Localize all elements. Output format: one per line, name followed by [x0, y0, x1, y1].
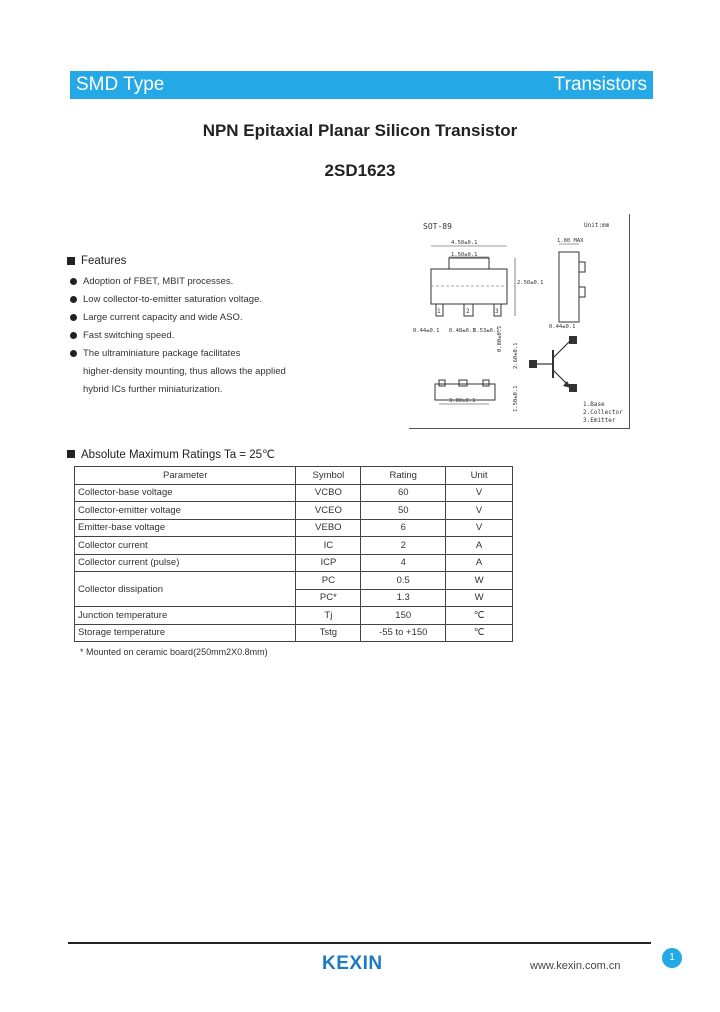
symbol-cell: VCEO — [296, 502, 361, 520]
header-left: SMD Type — [76, 74, 165, 95]
part-number: 2SD1623 — [324, 161, 396, 180]
dim-label: 0.80±0.1 — [497, 325, 503, 352]
ratings-heading — [67, 447, 275, 461]
rating-cell: 6 — [361, 519, 446, 537]
rating-cell: 1.3 — [361, 589, 446, 607]
rating-cell: 2 — [361, 537, 446, 555]
page-title: NPN Epitaxial Planar Silicon Transistor — [202, 121, 518, 140]
table-header-row — [75, 467, 513, 485]
param-cell: Collector current (pulse) — [75, 554, 296, 572]
bullet-dot-icon — [70, 350, 77, 357]
list-item-continued — [70, 366, 286, 384]
unit-cell: W — [446, 572, 513, 590]
side-view-lead — [579, 262, 585, 272]
table-row — [75, 607, 513, 625]
dim-label: 3.00±0.1 — [449, 398, 476, 404]
list-item — [70, 330, 286, 348]
param-cell: Collector current — [75, 537, 296, 555]
rating-cell: 0.5 — [361, 572, 446, 590]
symbol-cell: IC — [296, 537, 361, 555]
dim-label: 1.50±0.1 — [513, 385, 519, 412]
symbol-cell: VEBO — [296, 519, 361, 537]
features-list — [70, 276, 286, 402]
terminal-pad — [569, 384, 577, 392]
list-item — [70, 312, 286, 330]
table-row — [75, 554, 513, 572]
feature-text: Fast switching speed. — [83, 330, 175, 341]
bullet-dot-icon — [70, 332, 77, 339]
ratings-heading-label: Absolute Maximum Ratings Ta = 25℃ — [81, 449, 275, 461]
dim-label: 0.53±0.1 — [473, 328, 500, 334]
symbol-collector — [553, 340, 571, 358]
table-row — [75, 519, 513, 537]
symbol-cell: ICP — [296, 554, 361, 572]
package-unit: Unit:mm — [584, 222, 610, 229]
terminal-pad — [569, 336, 577, 344]
dim-label: 0.44±0.1 — [549, 324, 576, 330]
pin-legend: 2.Collector — [583, 409, 623, 416]
dim-label: 1.80 MAX — [557, 238, 584, 244]
symbol-cell: PC — [296, 572, 361, 590]
pin-label: 1 — [437, 308, 441, 315]
feature-text: hybrid ICs further miniaturization. — [83, 384, 223, 395]
header-right: Transistors — [553, 74, 647, 95]
column-header: Rating — [361, 467, 446, 485]
symbol-cell: PC* — [296, 589, 361, 607]
pin-legend: 1.Base — [583, 401, 605, 408]
rating-cell: 150 — [361, 607, 446, 625]
symbol-cell: Tstg — [296, 624, 361, 642]
feature-text: Low collector-to-emitter saturation voltage. — [83, 294, 262, 305]
package-name: SOT-89 — [423, 222, 452, 231]
ratings-table — [74, 466, 513, 642]
table-row — [75, 624, 513, 642]
list-item — [70, 348, 286, 366]
column-header: Symbol — [296, 467, 361, 485]
dim-label: 0.48±0.1 — [449, 328, 476, 334]
unit-cell: V — [446, 519, 513, 537]
unit-cell: W — [446, 589, 513, 607]
param-cell: Junction temperature — [75, 607, 296, 625]
header-banner — [70, 71, 653, 99]
package-drawing — [409, 214, 630, 429]
param-cell: Storage temperature — [75, 624, 296, 642]
unit-cell: A — [446, 537, 513, 555]
symbol-cell: Tj — [296, 607, 361, 625]
features-heading-label: Features — [81, 255, 127, 267]
list-item — [70, 294, 286, 312]
rating-cell: -55 to +150 — [361, 624, 446, 642]
page-number-badge: 1 — [662, 948, 682, 968]
bullet-dot-icon — [70, 296, 77, 303]
pin-label: 3 — [495, 308, 499, 315]
column-header: Unit — [446, 467, 513, 485]
collector-tab — [449, 258, 489, 269]
bottom-pad — [459, 380, 467, 386]
side-view-body — [559, 252, 579, 322]
table-row — [75, 537, 513, 555]
table-row — [75, 572, 513, 590]
side-view-lead — [579, 287, 585, 297]
bullet-square-icon — [67, 257, 75, 265]
unit-cell: A — [446, 554, 513, 572]
dim-label: 0.44±0.1 — [413, 328, 440, 334]
dim-label: 1.50±0.1 — [451, 252, 478, 258]
bullet-square-icon — [67, 450, 75, 458]
dim-label: 2.60±0.1 — [513, 342, 519, 369]
symbol-cell: VCBO — [296, 484, 361, 502]
table-row — [75, 484, 513, 502]
unit-cell: ℃ — [446, 624, 513, 642]
param-cell: Emitter-base voltage — [75, 519, 296, 537]
dim-label: 2.50±0.1 — [517, 280, 544, 286]
bullet-dot-icon — [70, 314, 77, 321]
bottom-pad — [483, 380, 489, 386]
pin-legend: 3.Emitter — [583, 417, 616, 424]
table-row — [75, 502, 513, 520]
param-cell: Collector-emitter voltage — [75, 502, 296, 520]
features-heading — [67, 255, 126, 267]
param-cell: Collector-base voltage — [75, 484, 296, 502]
feature-text: The ultraminiature package facilitates — [83, 348, 241, 359]
feature-text: higher-density mounting, thus allows the applied — [83, 366, 286, 377]
brand-logo: KEXIN — [322, 953, 383, 974]
dim-label: 4.50±0.1 — [451, 240, 478, 246]
list-item — [70, 276, 286, 294]
feature-text: Large current capacity and wide ASO. — [83, 312, 243, 323]
list-item-continued — [70, 384, 286, 402]
package-body — [431, 269, 507, 304]
param-cell: Collector dissipation — [75, 572, 296, 607]
feature-text: Adoption of FBET, MBIT processes. — [83, 276, 234, 287]
rating-cell: 4 — [361, 554, 446, 572]
bottom-pad — [439, 380, 445, 386]
bullet-dot-icon — [70, 278, 77, 285]
unit-cell: V — [446, 502, 513, 520]
table-footnote: * Mounted on ceramic board(250mm2X0.8mm) — [80, 647, 268, 657]
unit-cell: V — [446, 484, 513, 502]
column-header: Parameter — [75, 467, 296, 485]
package-outline-svg — [409, 214, 629, 428]
unit-cell: ℃ — [446, 607, 513, 625]
rating-cell: 60 — [361, 484, 446, 502]
website-link[interactable]: www.kexin.com.cn — [530, 960, 621, 972]
pin-label: 2 — [466, 308, 470, 315]
terminal-pad — [529, 360, 537, 368]
rating-cell: 50 — [361, 502, 446, 520]
footer-divider — [68, 942, 651, 944]
